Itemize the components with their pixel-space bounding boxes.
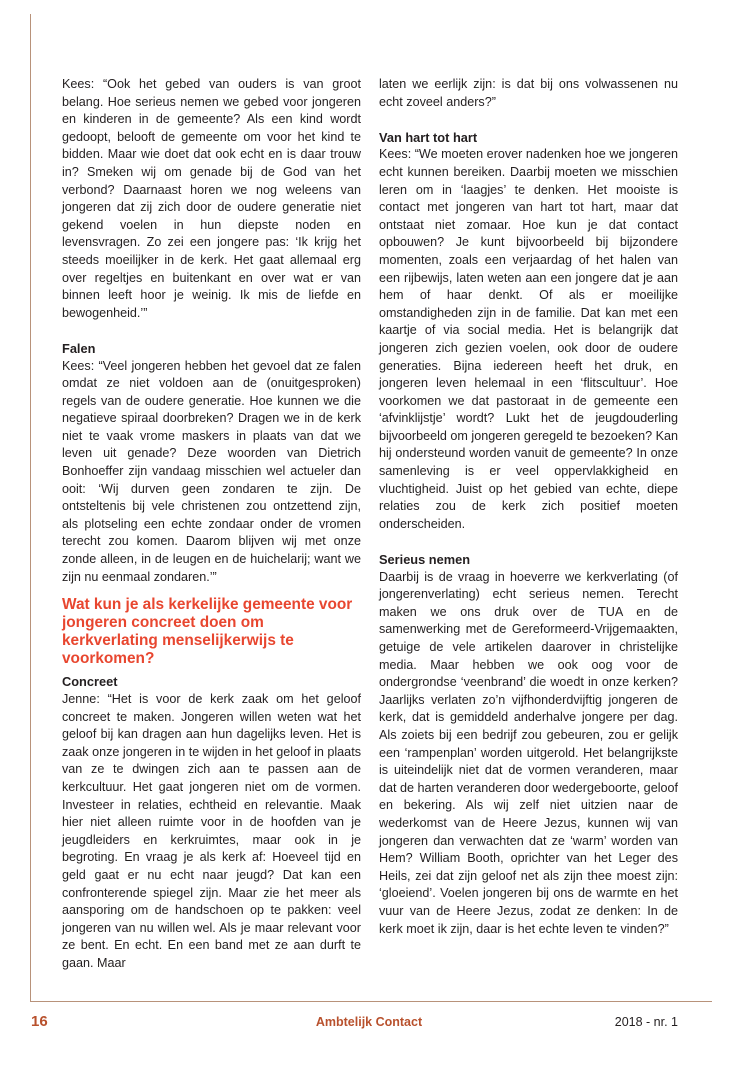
issue-label: 2018 - nr. 1 xyxy=(614,1015,678,1029)
paragraph-falen: Kees: “Veel jongeren hebben het gevoel dat ze falen omdat ze niet voldoen aan de (onuitgesproken) regels van de oudere generatie. Hoe kunnen we die negatieve spiraal doorbreken? Dragen we in de kerk niet te vaak vrome maskers in plaats van dat we leven uit genade? Deze woorden van Dietrich Bonhoeffer zijn vandaag misschien wel actueler dan ooit: ‘Wij durven geen zondaren te zijn. De ontsteltenis bij vele christenen zou ontzettend zijn, als plotseling een echte zondaar onder de vromen terecht zou komen. Daarom blijven wij met onze zonde alleen, in de leugen en de huichelarij; want we zijn nu eenmaal zondaren.’” xyxy=(62,358,361,584)
left-column xyxy=(62,76,361,973)
left-margin-rule xyxy=(30,14,31,1002)
heading-concreet: Concreet xyxy=(62,674,118,690)
page-number: 16 xyxy=(31,1013,48,1030)
right-column xyxy=(379,76,678,938)
paragraph-gebed: Kees: “Ook het gebed van ouders is van groot belang. Hoe serieus nemen we gebed voor jongeren en kinderen in de gemeente? Als een kind wordt gedoopt, belooft de gemeente om voor het kind te bidden. Maar wie doet dat ook echt en is daar trouw in? Smeken wij om genade bij de God van het verbond? Daarnaast horen we nog weleens van jongeren dat zij zich door de oudere generatie niet gekend voelen in hun diepste noden en levensvragen. Zo zei een jongere pas: ‘Ik krijg het steeds moeilijker in de kerk. Het gaat allemaal erg over regeltjes en buitenkant en over wat er van binnen leeft hoor je weinig. Ik mis de liefde en bewogenheid.’” xyxy=(62,77,361,320)
heading-van-hart-tot-hart: Van hart tot hart xyxy=(379,129,478,145)
interview-question: Wat kun je als kerkelijke gemeente voor jongeren concreet doen om kerkverlating menselijkerwijs te voorkomen? xyxy=(62,596,353,667)
footer-rule xyxy=(30,1001,712,1002)
magazine-title: Ambtelijk Contact xyxy=(315,1015,423,1029)
paragraph-van-hart-tot-hart: Kees: “We moeten erover nadenken hoe we jongeren echt kunnen bereiken. Daarbij moeten we misschien leren om in ‘laagjes’ te denken. Het mooiste is contact met jongeren van hart tot hart, maar dat ontstaat niet zomaar. Hoe kun je dat contact opbouwen? Je kunt bijvoorbeeld bij bijzondere momenten, zoals een verjaardag of het halen van een rijbewijs, laten weten aan een jongere dat je aan hem of haar denkt. Of als er moeilijke omstandigheden zijn in de familie. Dat kan met een kaartje of via social media. Het is belangrijk dat jongeren zich gezien voelen, ook door de oudere generaties. Bijna iedereen heeft het druk, en jongeren leven helemaal in een ‘flitscultuur’. Hoe voorkomen we dat pastoraat in de gemeente een ‘afvinklijstje’ wordt? Lukt het de jeugdouderling bijvoorbeeld om jongeren geregeld te bezoeken? Kan hij ondersteund worden vanuit de gemeente? In onze samenleving is er veel oppervlakkigheid en vluchtigheid. Juist op het gebied van echte, diepe relaties zou de kerk zich positief moeten onderscheiden. xyxy=(379,147,678,531)
heading-falen: Falen xyxy=(62,340,96,356)
heading-serieus-nemen: Serieus nemen xyxy=(379,552,471,568)
paragraph-continued: laten we eerlijk zijn: is dat bij ons volwassenen nu echt zoveel anders?” xyxy=(379,77,678,109)
paragraph-serieus-nemen: Daarbij is de vraag in hoeverre we kerkverlating (of jongerenverlating) echt serieus nemen. Terecht maken we ons druk over de TUA en de samenwerking met de Gereformeerd-Vrijgemaakten, getuige de vele artikelen daarover in christelijke media. Maar hebben we ook oog voor de ondergrondse ‘veenbrand’ die woedt in onze kerken? Jaarlijks verlaten zo’n vijfhonderdvijftig jongeren de kerk, dat is gemiddeld anderhalve jongere per dag. Als zoiets bij een bedrijf zou gebeuren, zou er gelijk een ‘rampenplan’ worden uitgerold. Het belangrijkste is uiteindelijk niet dat de vormen veranderen, maar dat de harten veranderen door wedergeboorte, geloof en bekering. Als wij zelf niet uitzien naar de wederkomst van de Heere Jezus, kunnen wij van jongeren dan verwachten dat ze ‘warm’ worden van Hem? William Booth, oprichter van het Leger des Heils, zei dat zijn geloof net als zijn thee moest zijn: ‘gloeiend’. Voelen jongeren bij ons de warmte en het vuur van de Heere Jezus, zodat ze denken: In de kerk moet ik zijn, daar is het echte leven te vinden?” xyxy=(379,569,678,936)
paragraph-concreet: Jenne: “Het is voor de kerk zaak om het geloof concreet te maken. Jongeren willen weten wat het geloof bij kan dragen aan hun dagelijks leven. Het is zaak onze jongeren in te wijden in het geloof in plaats van ze te dwingen zich aan te passen aan de kerkcultuur. Het gaat jongeren niet om de vormen. Investeer in relaties, echtheid en relevantie. Maak hier niet alleen ruimte voor in de hoofden van je jeugdleiders en kerkruimtes, maar ook in je begroting. En vraag je als kerk af: Hoeveel tijd en geld gaat er nu echt naar jeugd? Dat kan een confronterende spiegel zijn. Maar zie het meer als aansporing om de handschoen op te pakken: veel jongeren van nu willen wel. Als je maar relevant voor ze bent. En echt. En een band met ze aan durft te gaan. Maar xyxy=(62,692,361,970)
